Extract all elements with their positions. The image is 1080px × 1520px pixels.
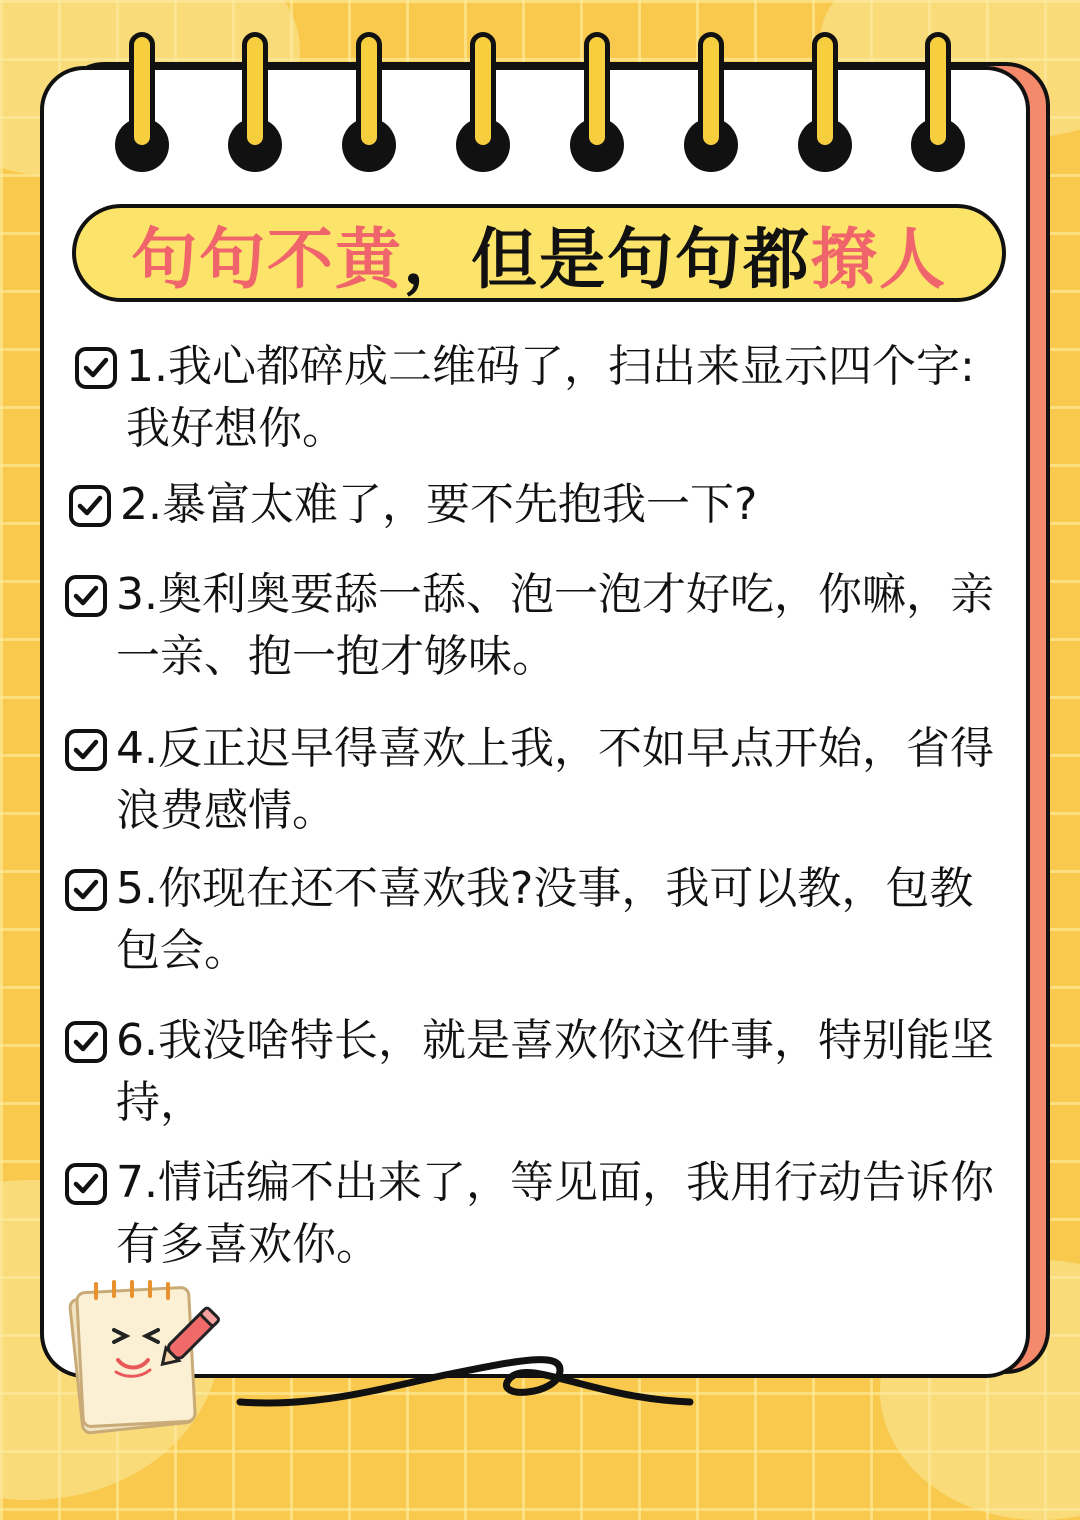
list-item: [74, 336, 994, 460]
squiggle-decoration: [230, 1330, 700, 1420]
list-item-text: 3.奥利奥要舔一舔、泡一泡才好吃，你嘛，亲一亲、抱一抱才够味。: [116, 569, 994, 682]
checkbox-icon: [64, 868, 108, 912]
list-item: [64, 1152, 1014, 1276]
checkbox-icon: [64, 1162, 108, 1206]
list-item: [64, 564, 1014, 688]
list-item: [68, 474, 1018, 536]
checkbox-icon: [64, 728, 108, 772]
title-part-3: 撩人: [811, 220, 947, 298]
title-part-2: ，但是句句都: [403, 220, 811, 298]
binder-ring-icon: [112, 32, 172, 172]
list-item-text: 7.情话编不出来了，等见面，我用行动告诉你有多喜欢你。: [116, 1157, 994, 1270]
binder-ring-icon: [225, 32, 285, 172]
checkbox-icon: [64, 574, 108, 618]
list-item-text: 2.暴富太难了，要不先抱我一下?: [120, 479, 758, 530]
list-item-text: 5.你现在还不喜欢我?没事，我可以教，包教包会。: [116, 863, 974, 976]
binder-ring-icon: [681, 32, 741, 172]
list-item-text: 1.我心都碎成二维码了，扫出来显示四个字:我好想你。: [126, 341, 975, 454]
title-part-1: 句句不黄: [131, 220, 403, 298]
binder-ring-icon: [795, 32, 855, 172]
list-item: [64, 718, 1014, 842]
list-item-text: 4.反正迟早得喜欢上我，不如早点开始，省得浪费感情。: [116, 723, 994, 836]
list-item: [64, 1010, 1014, 1134]
binder-ring-icon: [339, 32, 399, 172]
notepad-sticker-icon: [62, 1268, 232, 1436]
checkbox-icon: [74, 346, 118, 390]
binder-ring-icon: [567, 32, 627, 172]
checkbox-icon: [68, 484, 112, 528]
binder-ring-icon: [453, 32, 513, 172]
list-item: [64, 858, 1014, 982]
page-title: [72, 204, 1006, 302]
binder-ring-icon: [908, 32, 968, 172]
checkbox-icon: [64, 1020, 108, 1064]
list-item-text: 6.我没啥特长，就是喜欢你这件事，特别能坚持，: [116, 1015, 994, 1128]
